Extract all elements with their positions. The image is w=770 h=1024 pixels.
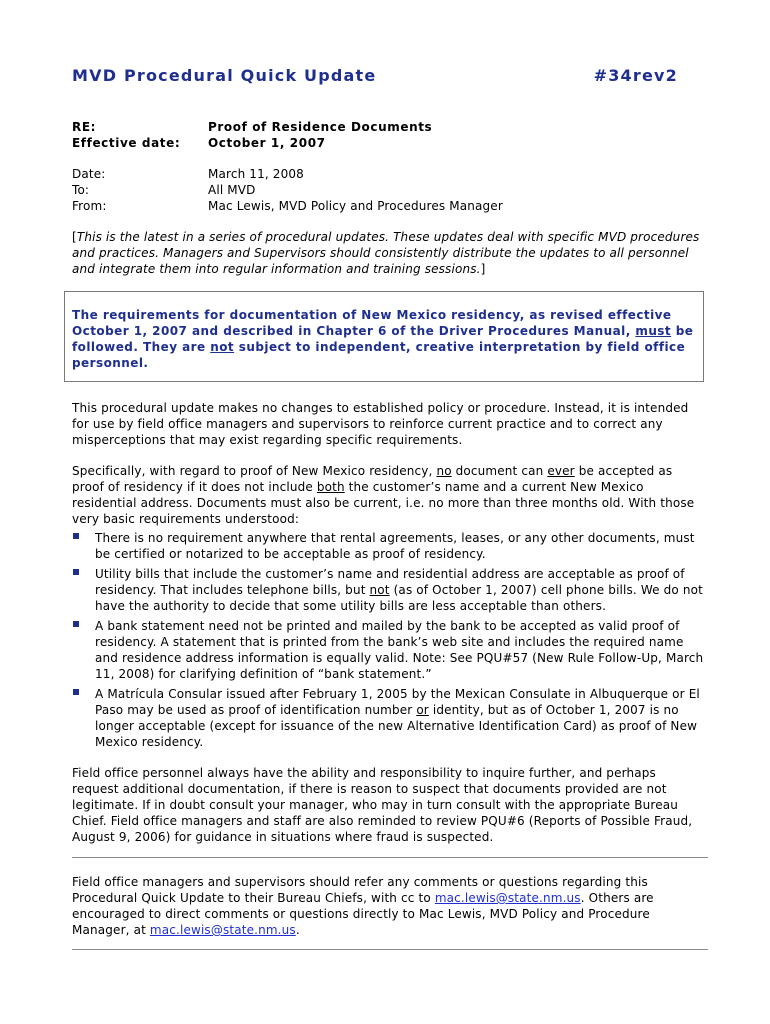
intro-text: This is the latest in a series of procedural updates. These updates deal with specific MVD procedures and practices. Managers and Supervisors should consistently distribute the updates to all personnel and integrate them into regular information and training sessions. xyxy=(72,230,700,276)
list-item-text: There is no requirement anywhere that rental agreements, leases, or any other documents, must be certified or notarized to be acceptable as proof of residency. xyxy=(95,531,695,561)
footer-paragraph xyxy=(72,874,704,938)
bullet-square-icon xyxy=(73,621,79,627)
requirements-list xyxy=(72,530,704,754)
bullet-square-icon xyxy=(73,689,79,695)
list-item-text: A bank statement need not be printed and mailed by the bank to be accepted as valid proof of residency. A statement that is printed from the bank’s web site and includes the required name and residence address information is equally valid. Note: See PQU#57 (New Rule Follow-Up, March 11, 2008) for clarifying definition of “bank statement.” xyxy=(95,619,704,681)
intro-close-bracket: ] xyxy=(480,262,486,276)
paragraph-fraud-guidance: Field office personnel always have the ability and responsibility to inquire further, and perhaps request additional documentation, if there is reason to suspect that documents provided are not legitimate. If in doubt consult your manager, who may in turn consult with the appropriate Bureau Chief. Field office managers and staff are also reminded to review PQU#6 (Reports of Possible Fraud, August 9, 2006) for guidance in situations where fraud is suspected. xyxy=(72,766,693,844)
meta-block xyxy=(72,166,692,214)
paragraph-purpose: This procedural update makes no changes to established policy or procedure. Instead, it is intended for use by field office managers and supervisors to reinforce current practice and to correct any misperceptions that may exist regarding specific requirements. xyxy=(72,401,689,447)
document-number: #34rev2 xyxy=(593,66,678,85)
meta-label: Date: xyxy=(72,167,106,181)
list-item-text: A Matrícula Consular issued after February 1, 2005 by the Mexican Consulate in Albuquerque or El Paso may be used as proof of identification number xyxy=(95,687,700,717)
emphasis-no: no xyxy=(436,464,452,478)
email-link[interactable]: mac.lewis@state.nm.us xyxy=(434,891,581,905)
list-item-text: Utility bills that include the customer’s name and residential address are acceptable as proof of residency. That includes telephone bills, but xyxy=(95,567,685,597)
bullet-square-icon xyxy=(73,533,79,539)
meta-label: From: xyxy=(72,199,107,213)
intro-open-bracket: [ xyxy=(72,230,77,244)
text-run: . Others are encouraged to direct comments or questions directly to Mac Lewis, MVD Policy and Procedure Manager, at xyxy=(72,891,654,937)
meta-row-to xyxy=(72,182,692,198)
bullet-square-icon xyxy=(73,569,79,575)
meta-label: Effective date: xyxy=(72,136,181,150)
text-run: Field office managers and supervisors should refer any comments or questions regarding this Procedural Quick Update to their Bureau Chiefs, with cc to xyxy=(72,875,648,905)
list-item xyxy=(72,618,704,682)
document-title: MVD Procedural Quick Update xyxy=(72,66,377,85)
list-item-text: (as of October 1, 2007) cell phone bills. We do not have the authority to decide that some utility bills are less acceptable than others. xyxy=(95,583,703,613)
email-link[interactable]: mac.lewis@state.nm.us xyxy=(149,923,296,937)
list-item-text: identity, but as of October 1, 2007 is no longer acceptable (except for issuance of the new Alternative Identification Card) as proof of New Mexico residency. xyxy=(95,703,698,749)
document-header xyxy=(72,66,678,90)
text-run: Specifically, with regard to proof of New Mexico residency, xyxy=(72,464,437,478)
paragraph-requirements xyxy=(72,463,704,527)
text-run: . xyxy=(295,923,300,937)
emphasis-or: or xyxy=(416,703,429,717)
meta-label: RE: xyxy=(72,120,97,134)
notice-text xyxy=(72,307,698,371)
notice-part: subject to independent, creative interpretation by field office personnel. xyxy=(72,340,686,370)
text-run: the customer’s name and a current New Mexico residential address. Documents must also be current, i.e. no more than three months old. With those very basic requirements understood: xyxy=(72,480,695,526)
intro-paragraph xyxy=(72,229,704,277)
emphasis-ever: ever xyxy=(547,464,575,478)
emphasis-not: not xyxy=(369,583,390,597)
meta-bold-block xyxy=(72,119,692,151)
meta-value: All MVD xyxy=(208,183,256,197)
meta-value: October 1, 2007 xyxy=(208,136,326,150)
divider xyxy=(72,857,708,858)
meta-value: Mac Lewis, MVD Policy and Procedures Manager xyxy=(208,199,503,213)
emphasis-both: both xyxy=(316,480,345,494)
meta-value: Proof of Residence Documents xyxy=(208,120,433,134)
notice-part: The requirements for documentation of New Mexico residency, as revised effective October 1, 2007 and described in Chapter 6 of the Driver Procedures Manual, xyxy=(72,308,672,338)
notice-must: must xyxy=(635,324,672,338)
text-run: document can xyxy=(451,464,548,478)
meta-label: To: xyxy=(72,183,90,197)
list-item xyxy=(72,686,704,750)
meta-value: March 11, 2008 xyxy=(208,167,304,181)
meta-row-date xyxy=(72,166,692,182)
notice-part: be followed. They are xyxy=(72,324,694,354)
meta-row-from xyxy=(72,198,692,214)
meta-row-re xyxy=(72,119,692,135)
notice-box xyxy=(64,291,704,382)
text-run: be accepted as proof of residency if it does not include xyxy=(72,464,673,494)
notice-not: not xyxy=(210,340,235,354)
meta-row-effective-date xyxy=(72,135,692,151)
divider xyxy=(72,949,708,950)
list-item xyxy=(72,530,704,562)
list-item xyxy=(72,566,704,614)
